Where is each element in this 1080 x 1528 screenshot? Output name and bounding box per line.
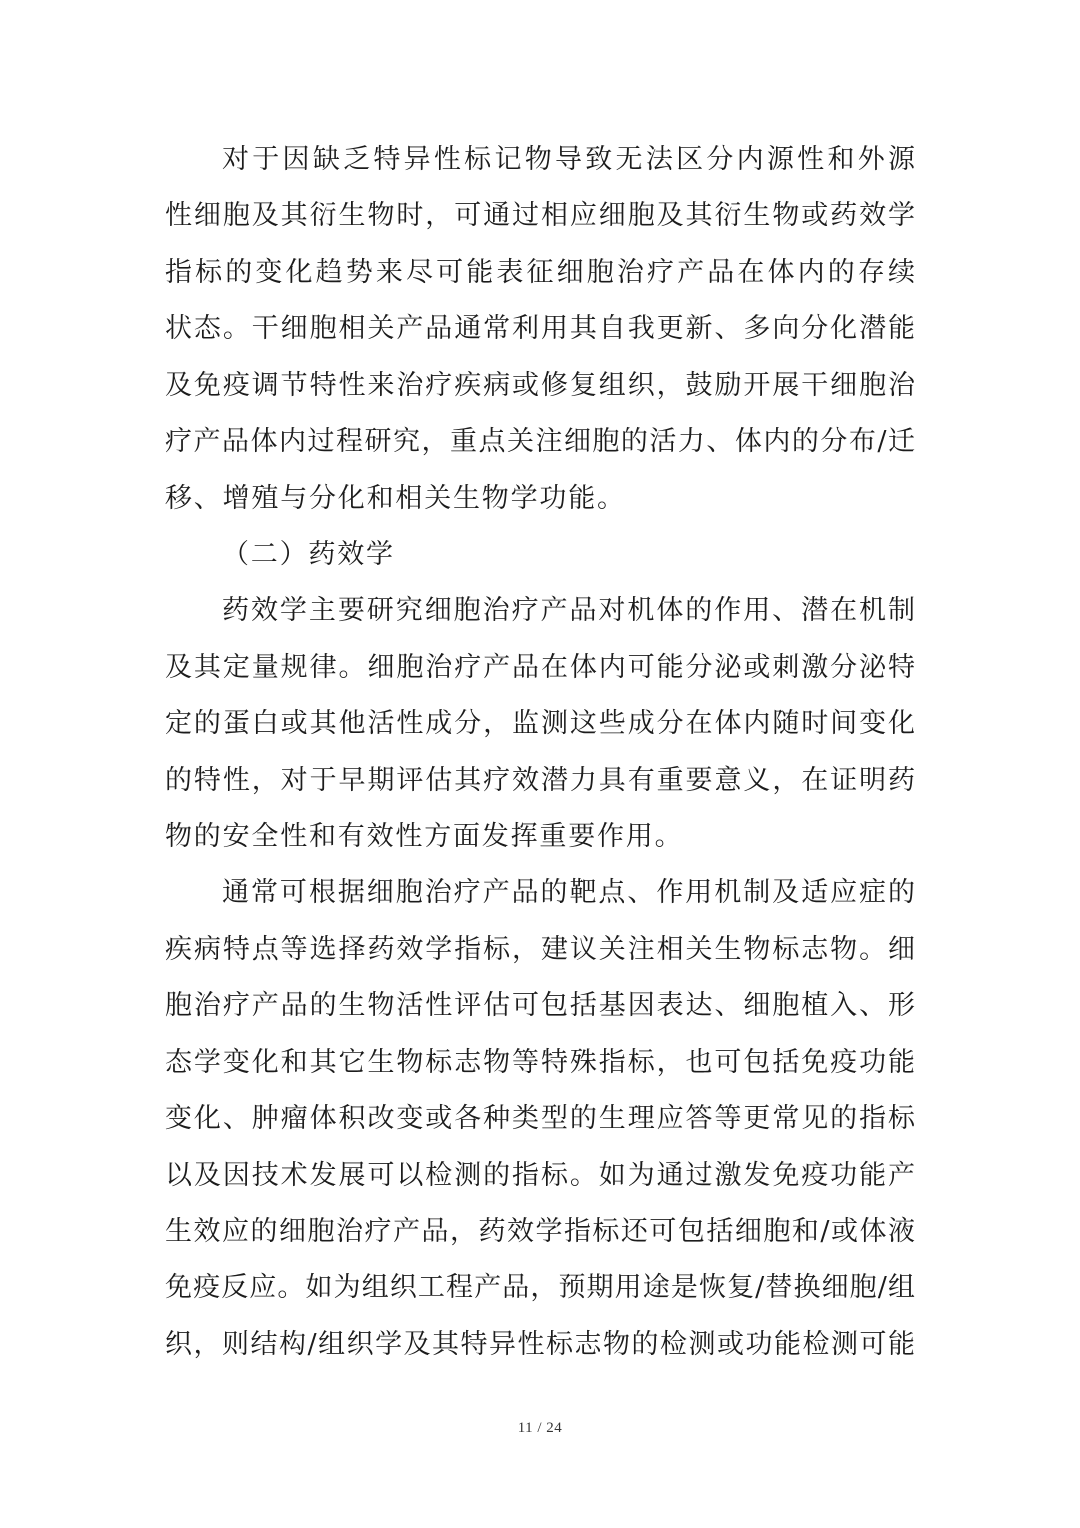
text-line: 药效学主要研究细胞治疗产品对机体的作用、潜在机制 [222, 595, 915, 627]
text-line: 指标的变化趋势来尽可能表征细胞治疗产品在体内的存续 [165, 256, 915, 288]
paragraph [165, 132, 915, 527]
text-line: 对于因缺乏特异性标记物导致无法区分内源性和外源 [222, 144, 915, 175]
text-line: 生效应的细胞治疗产品，药效学指标还可包括细胞和/或体液 [165, 1216, 915, 1248]
page-number: 11 / 24 [517, 1420, 563, 1436]
text-line: 疾病特点等选择药效学指标，建议关注相关生物标志物。细 [165, 933, 915, 965]
text-line: 物的安全性和有效性方面发挥重要作用。 [165, 821, 684, 853]
paragraph [165, 865, 915, 1373]
text-line: 移、增殖与分化和相关生物学功能。 [165, 482, 626, 514]
paragraph [165, 583, 915, 865]
text-line: 织，则结构/组织学及其特异性标志物的检测或功能检测可能 [165, 1328, 915, 1360]
text-line: 胞治疗产品的生物活性评估可包括基因表达、细胞植入、形 [165, 990, 915, 1022]
text-line: 状态。干细胞相关产品通常利用其自我更新、多向分化潜能 [165, 313, 915, 345]
text-line: 及其定量规律。细胞治疗产品在体内可能分泌或刺激分泌特 [165, 651, 915, 683]
body-text [165, 132, 915, 1373]
text-line: 通常可根据细胞治疗产品的靶点、作用机制及适应症的 [222, 877, 915, 909]
text-line: 性细胞及其衍生物时，可通过相应细胞及其衍生物或药效学 [165, 200, 915, 232]
text-line: 定的蛋白或其他活性成分，监测这些成分在体内随时间变化 [165, 708, 915, 740]
text-line: 态学变化和其它生物标志物等特殊指标，也可包括免疫功能 [165, 1046, 915, 1078]
text-line: 变化、肿瘤体积改变或各种类型的生理应答等更常见的指标 [165, 1103, 915, 1135]
text-line: 及免疫调节特性来治疗疾病或修复组织，鼓励开展干细胞治 [165, 369, 915, 401]
text-line: 疗产品体内过程研究，重点关注细胞的活力、体内的分布/迁 [165, 426, 915, 458]
text-line: 免疫反应。如为组织工程产品，预期用途是恢复/替换细胞/组 [165, 1272, 915, 1304]
text-line: 以及因技术发展可以检测的指标。如为通过激发免疫功能产 [165, 1159, 915, 1191]
section-heading: （二）药效学 [222, 538, 395, 570]
text-line: 的特性，对于早期评估其疗效潜力具有重要意义，在证明药 [165, 764, 915, 796]
